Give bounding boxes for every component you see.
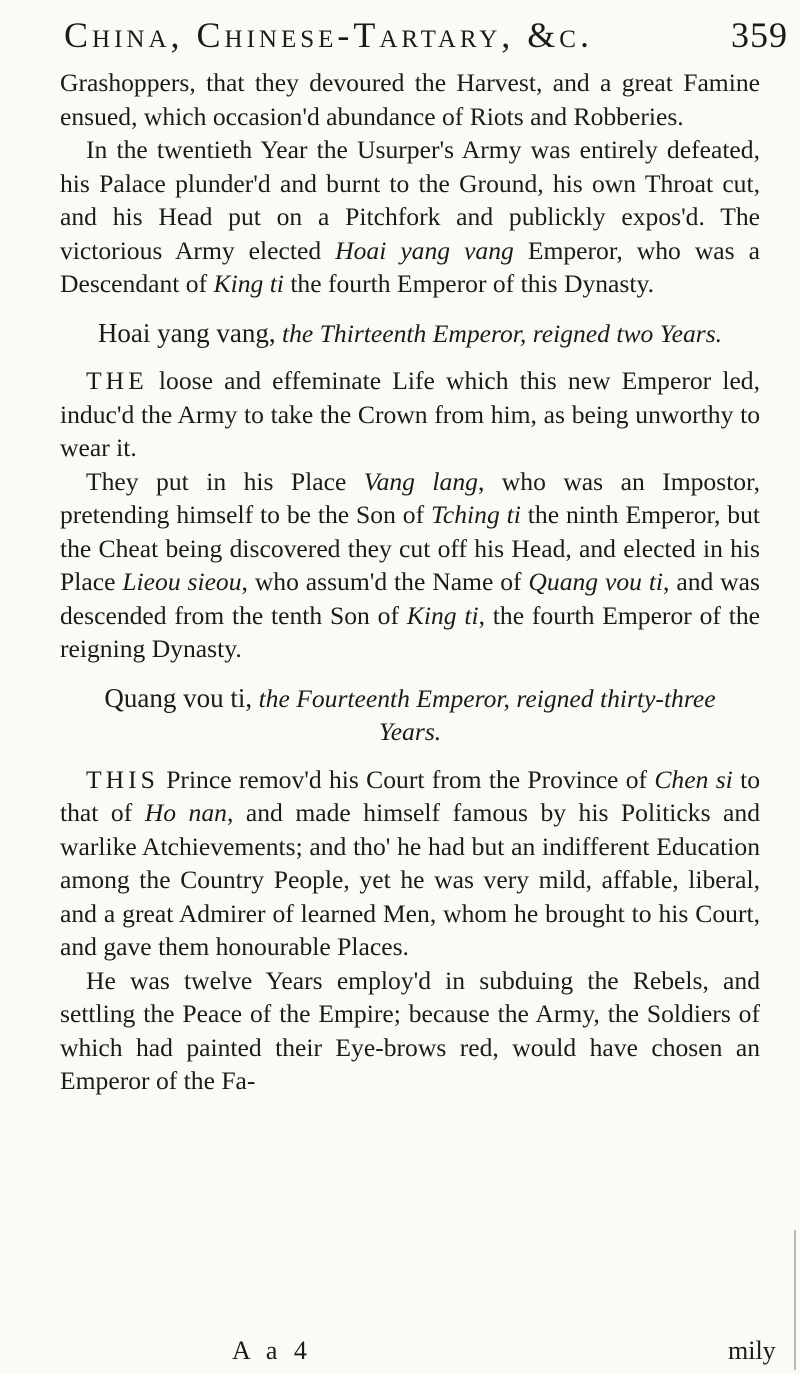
page-footer: [0, 1336, 800, 1370]
text-run: , who was an Impostor, pretending himself to be the Son of: [60, 466, 760, 529]
body-paragraph: [60, 364, 760, 465]
reign-heading: [60, 317, 760, 351]
italic-name: Lieou sieou: [122, 567, 242, 596]
italic-name: Ho nan: [144, 798, 227, 827]
text-run: In the twentieth Year the Usurper's Army was entirely defeated, his Palace plunder'd and burnt to the Ground, his own Throat cut, and his Head put on a Pitchfork and publickly expos'd. The victorious Army elected: [60, 135, 760, 265]
body-text: [60, 66, 760, 1098]
paragraph-text: Grashoppers, that they devoured the Harvest, and a great Famine ensued, which occasion'd abundance of Riots and Robberies.: [60, 68, 760, 131]
text-run: the fourth Emperor of this Dynasty.: [283, 269, 655, 298]
text-run: They put in his Place: [86, 466, 364, 496]
running-head: [64, 14, 788, 68]
body-paragraph: [60, 964, 760, 1098]
text-run: the ninth Emperor, but the Cheat being discovered they cut off his Head, and elected in his Place: [60, 500, 760, 596]
italic-name: Hoai yang vang: [335, 235, 514, 265]
text-run: , who assum'd the Name of: [241, 567, 529, 596]
text-run: Prince remov'd his Court from the Province of: [158, 764, 655, 794]
emperor-name: Quang vou ti,: [104, 682, 253, 713]
emperor-name: Hoai yang vang,: [97, 317, 276, 348]
signature-mark: A a 4: [232, 1336, 312, 1365]
reign-subtitle: the Fourteenth Emperor, reigned thirty-three Years.: [258, 683, 716, 746]
reign-heading: [60, 682, 760, 749]
italic-name: Vang lang: [363, 466, 478, 496]
text-run: , and made himself famous by his Politicks and warlike Atchievements; and tho' he had but an indifferent Education among the Country People, yet he was very mild, affable, liberal, and a great Admirer of learned Men, whom he brought to his Court, and gave them honourable Places.: [60, 798, 761, 961]
text-run: He was twelve Years employ'd in subduing the Rebels, and settling the Peace of the Empire; because the Army, the Soldiers of which had painted their Eye-brows red, would have chosen an Emperor of the Fa-: [60, 965, 760, 1095]
running-title: China, Chinese-Tartary, &c.: [64, 15, 593, 55]
text-run: loose and effeminate Life which this new Emperor led, induc'd the Army to take the Crown from him, as being unworthy to wear it.: [60, 366, 760, 462]
text-run: to that of: [60, 764, 761, 827]
italic-name: Tching ti: [431, 500, 521, 529]
opening-capitals: THIS: [86, 764, 159, 794]
reign-subtitle: the Thirteenth Emperor, reigned two Years.: [282, 318, 723, 348]
body-paragraph: [60, 763, 760, 964]
body-paragraph: [60, 465, 760, 666]
catchword: mily: [728, 1336, 776, 1365]
italic-name: Quang vou ti: [528, 567, 664, 596]
italic-name: King ti: [406, 600, 479, 630]
text-run: , the fourth Emperor of the reigning Dynasty.: [60, 600, 760, 663]
body-paragraph: [60, 66, 760, 133]
italic-name: Chen si: [654, 764, 733, 794]
text-run: Emperor, who was a Descendant of: [60, 235, 760, 298]
body-paragraph: [60, 133, 760, 301]
text-run: , and was descended from the tenth Son of: [60, 567, 760, 630]
opening-capitals: THE: [86, 366, 148, 395]
page-edge-shadow: [794, 1230, 796, 1370]
page-number: 359: [731, 15, 788, 55]
italic-name: King ti: [213, 269, 284, 298]
